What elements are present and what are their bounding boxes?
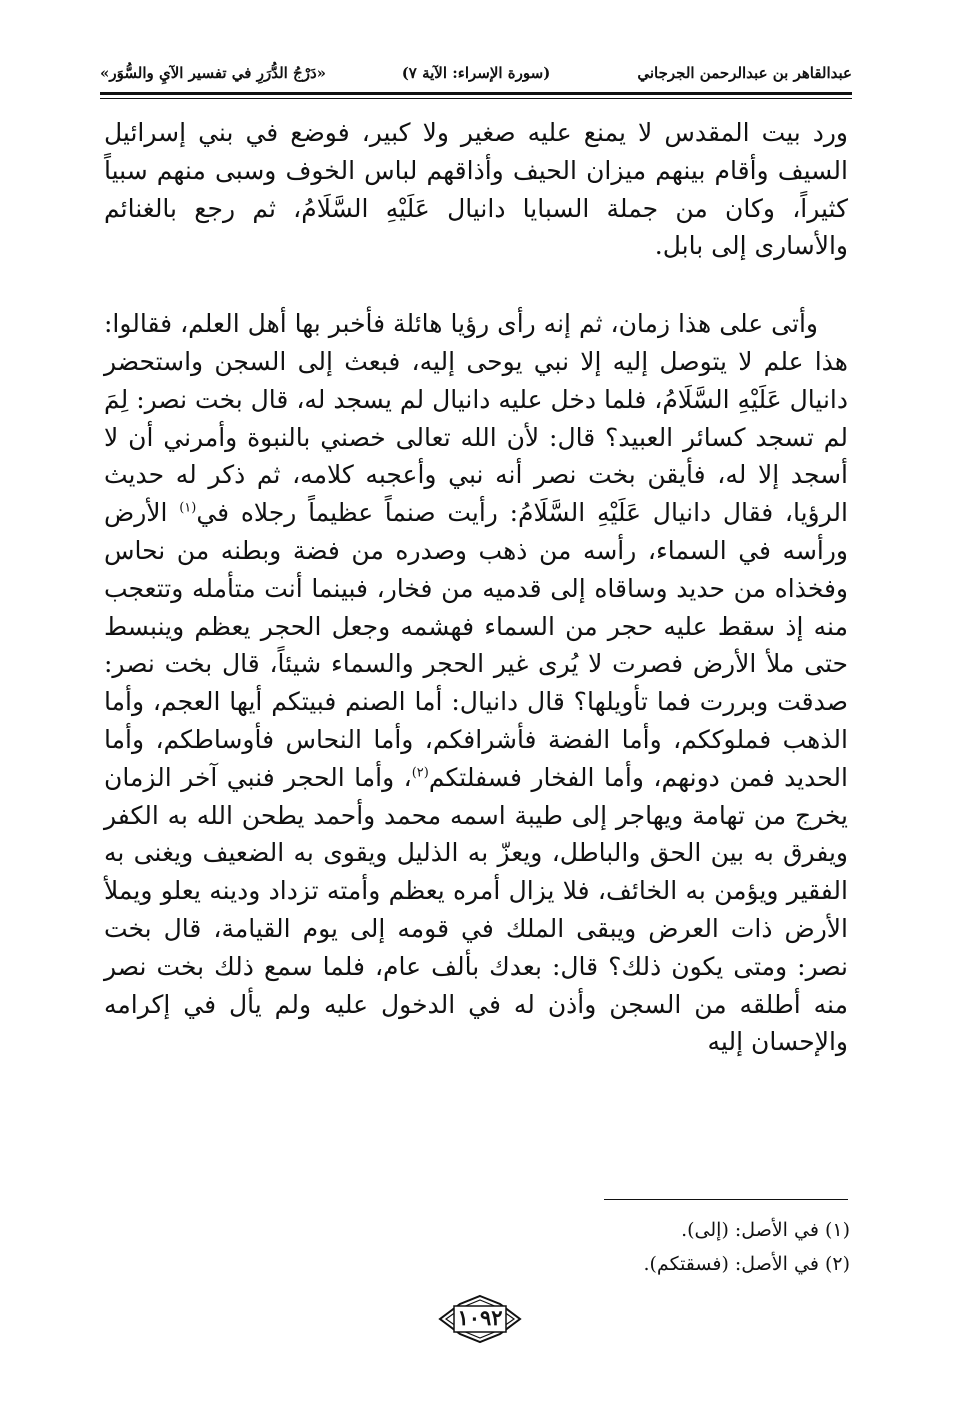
page-number: ١٠٩٢ (457, 1305, 503, 1330)
header-author: عبدالقاهر بن عبدالرحمن الجرجاني (637, 64, 852, 82)
paragraph-2-part-a: وأتى على هذا زمان، ثم إنه رأى رؤيا هائلة فأخبر بها أهل العلم، فقالوا: هذا علم لا يتوصل إليه إلا نبي يوحى إليه، فبعث إلى السجن واستحضر دانيال عَلَيْهِ السَّلَامُ، فلما دخل عليه دانيال لم يسجد له، قال بخت نصر: لِمَ لم تسجد كسائر العبيد؟ قال: لأن الله تعالى خصني بالنبوة وأمرني أن لا أسجد إلا له، فأيقن بخت نصر أنه نبي وأعجبه كلامه، ثم ذكر له حديث الرؤيا، فقال دانيال عَلَيْهِ السَّلَامُ: رأيت صنماً عظيماً رجلاه في (104, 309, 848, 528)
footnote-separator (604, 1199, 848, 1200)
main-text (104, 114, 848, 1061)
header-rule-thick (100, 92, 852, 95)
footnote-marker-1: (١) (179, 500, 197, 516)
running-header (100, 58, 852, 92)
page-number-ornament (438, 1294, 522, 1344)
paragraph-gap (104, 265, 848, 305)
footnote-1: (١) في الأصل: (إلى). (681, 1219, 850, 1241)
header-chapter: (سورة الإسراء: الآية ٧) (401, 64, 551, 82)
header-book-title: «دَرْجُ الدُّرَرِ في تفسير الآيِ والسُّوَر» (100, 64, 327, 82)
header-rule-thin (100, 98, 852, 99)
paragraph-2 (104, 305, 848, 1061)
footnotes (450, 1213, 850, 1281)
paragraph-2-part-c: ، وأما الحجر فنبي آخر الزمان يخرج من تهامة ويهاجر إلى طيبة اسمه محمد وأحمد يطحن الله به الكفر ويفرق به بين الحق والباطل، ويعزّ به الذليل ويقوى به الضعيف ويغنى به الفقير ويؤمن به الخائف، فلا يزال أمره يعظم وأمته تزداد ودينه يعلو ويملأ الأرض ذات العرض ويبقى الملك في قومه إلى يوم القيامة، قال بخت نصر: ومتى يكون ذلك؟ قال: بعدك بألف عام، فلما سمع ذلك بخت نصر منه أطلقه من السجن وأذن له في الدخول عليه ولم يأل في إكرامه والإحسان إليه (104, 762, 848, 1057)
footnote-2: (٢) في الأصل: (فسقتكم). (643, 1253, 850, 1275)
footnote-marker-2: (٢) (411, 765, 429, 781)
paragraph-2-part-b: الأرض ورأسه في السماء، رأسه من ذهب وصدره من فضة وبطنه من نحاس وفخذاه من حديد وساقاه إلى قدميه من فخار، فبينما أنت متأمله وتتعجب منه إذ سقط عليه حجر من السماء فهشمه وجعل الحجر يعظم وينبسط حتى ملأ الأرض فصرت لا يُرى غير الحجر والسماء شيئاً، قال بخت نصر: صدقت وبررت فما تأويلها؟ قال دانيال: أما الصنم فبيتكم أيها العجم، وأما الذهب فملوككم، وأما الفضة فأشرافكم، وأما النحاس فأوساطكم، وأما الحديد فمن دونهم، وأما الفخار فسفلتكم (104, 498, 848, 792)
paragraph-1: ورد بيت المقدس لا يمنع عليه صغير ولا كبير، فوضع في بني إسرائيل السيف وأقام بينهم ميزان الحيف وأذاقهم لباس الخوف وسبى منهم سبياً كثيراً، وكان من جملة السبايا دانيال عَلَيْهِ السَّلَامُ، ثم رجع بالغنائم والأسارى إلى بابل. (104, 118, 848, 261)
